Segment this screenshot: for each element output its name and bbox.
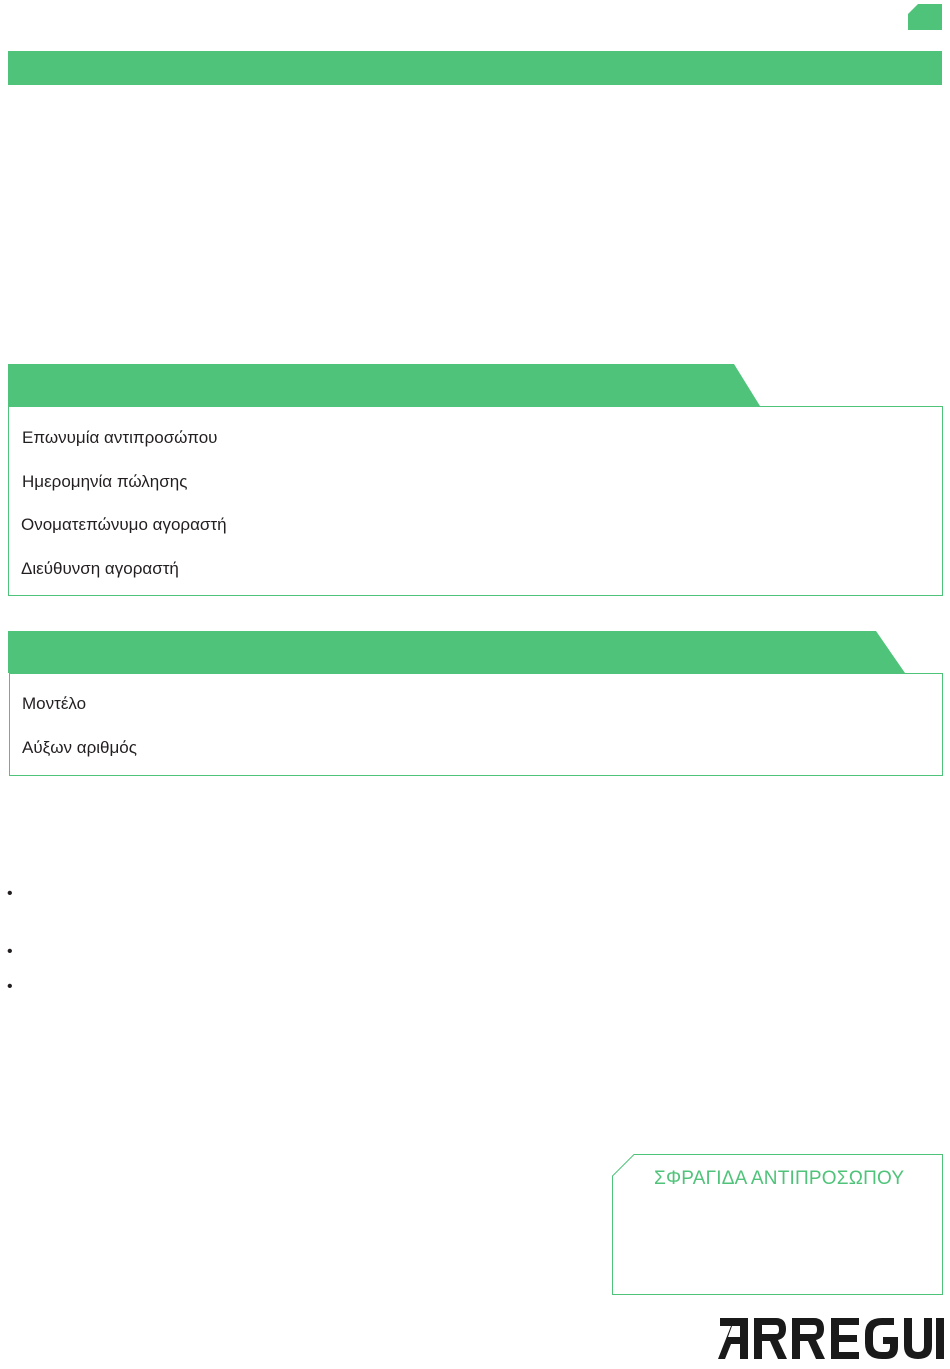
field-serial-number: Αύξων αριθμός [22,738,137,757]
field-buyer-name: Ονοματεπώνυμο αγοραστή [21,515,227,534]
dealer-info-box [8,406,943,596]
product-info-box [9,673,943,776]
note-bullet: • [7,943,13,960]
dealer-stamp-box [612,1154,943,1295]
page-corner-tab [908,4,942,30]
top-section-header [8,51,942,85]
stamp-title: ΣΦΡΑΓΙΔΑ ΑΝΤΙΠΡΟΣΩΠΟΥ [654,1168,905,1189]
field-dealer-name: Επωνυμία αντιπροσώπου [22,428,218,447]
note-bullet: • [7,978,13,995]
product-section-header [8,631,908,675]
field-model: Μοντέλο [22,694,87,713]
arregui-logo [718,1313,944,1361]
dealer-section-header [8,364,768,408]
note-bullet: • [7,885,13,902]
arregui-logo-graphic [718,1313,944,1361]
field-buyer-address: Διεύθυνση αγοραστή [21,559,179,578]
field-sale-date: Ημερομηνία πώλησης [22,472,188,491]
